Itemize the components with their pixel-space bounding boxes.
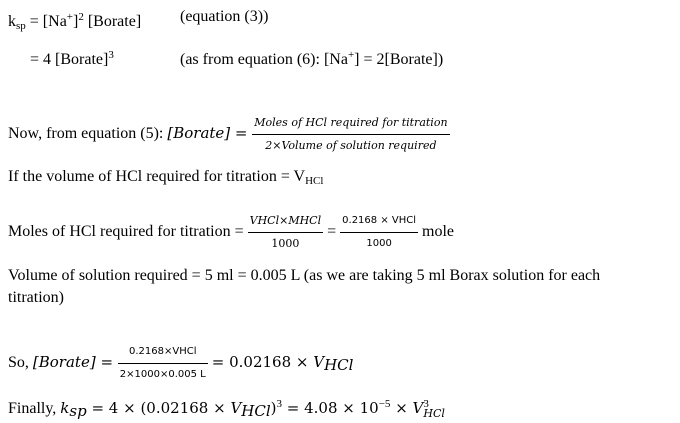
fraction-denominator: 1000 xyxy=(366,238,392,249)
v-variable-2: V xyxy=(412,399,424,417)
plus-superscript: + xyxy=(347,49,355,61)
note-text-end: ] = 2[Borate]) xyxy=(354,51,444,68)
equals-sign: = xyxy=(95,353,118,372)
power-exponent: −5 xyxy=(378,398,391,410)
cube-exponent: 3 xyxy=(276,398,283,410)
fraction-denominator: 2×1000×0.005 L xyxy=(119,369,206,380)
ksp-subscript: sp xyxy=(69,402,87,420)
so-text: So, xyxy=(8,354,33,372)
borate-text: [Borate] xyxy=(83,13,142,30)
square-exponent: 2 xyxy=(78,11,84,23)
na-text: = [Na xyxy=(25,13,67,30)
moles-text: Moles of HCl required for titration = xyxy=(8,223,248,241)
fraction-denominator: 2×Volume of solution required xyxy=(265,139,437,152)
result-expression: = 0.02168 × xyxy=(211,353,314,372)
finally-text: Finally, xyxy=(8,400,61,417)
ksp-final-line xyxy=(8,394,445,421)
ksp-cube-expression: = 4 [Borate] xyxy=(30,51,109,68)
cube-exponent: 3 xyxy=(108,49,114,61)
borate-result-line xyxy=(8,342,353,385)
fraction-numerator: 0.2168 × VHCl xyxy=(340,211,418,233)
v-cube-exponent: 3 xyxy=(423,398,429,411)
volume-solution-text-2: titration) xyxy=(8,289,64,306)
moles-over-volume-fraction xyxy=(252,113,449,156)
fraction-numerator: 0.2168×VHCl xyxy=(118,342,208,364)
ksp-subscript: sp xyxy=(16,20,26,32)
bracket-close: ] xyxy=(73,13,79,30)
ksp-cube-line xyxy=(30,45,444,70)
fraction-denominator: 1000 xyxy=(271,237,300,250)
unit-text: mole xyxy=(422,223,455,241)
moles-hcl-line xyxy=(8,211,454,254)
volume-text: If the volume of HCl required for titration = V xyxy=(8,168,306,185)
v-super-sub-stack xyxy=(423,399,445,419)
v-variable: V xyxy=(230,399,242,417)
ksp-symbol: k xyxy=(8,13,16,30)
volume-solution-text: Volume of solution required = 5 ml = 0.005 L (as we are taking 5 ml Borax solution for each xyxy=(8,267,601,284)
borate-variable: [Borate] xyxy=(32,353,96,372)
note-text: (as from equation (6): [Na xyxy=(180,51,348,68)
final-expression-2: = 4.08 × 10 xyxy=(282,399,379,417)
v-variable: V xyxy=(313,353,325,372)
moles-fraction-2 xyxy=(340,211,418,254)
volume-definition-line xyxy=(8,167,323,191)
hcl-subscript: HCl xyxy=(324,356,354,375)
fraction-numerator: Moles of HCl required for titration xyxy=(252,113,449,135)
times-sign: × xyxy=(390,399,413,417)
volume-solution-line-2 xyxy=(8,288,64,308)
fraction-numerator: VHCl×MHCl xyxy=(248,211,323,233)
plus-superscript: + xyxy=(66,11,74,23)
borate-fraction-line xyxy=(8,113,450,156)
final-expression-1: = 4 × (0.02168 × xyxy=(86,399,231,417)
ksp-symbol: k xyxy=(60,399,70,417)
na-relation-note xyxy=(180,45,443,70)
equals-sign: = xyxy=(230,124,253,143)
borate-variable: [Borate] xyxy=(167,124,231,143)
ksp-definition-line xyxy=(8,7,269,36)
borate-fraction xyxy=(118,342,208,385)
hcl-subscript-2: HCl xyxy=(423,407,445,421)
intro-text: Now, from equation (5): xyxy=(8,125,168,143)
moles-fraction-1 xyxy=(248,211,323,254)
paren-close: ) xyxy=(270,399,277,417)
hcl-subscript: HCl xyxy=(241,402,271,420)
equals-sign: = xyxy=(327,223,341,241)
hcl-subscript: HCl xyxy=(305,175,324,187)
volume-solution-line xyxy=(8,266,600,286)
equation-reference: (equation (3)) xyxy=(180,8,269,25)
